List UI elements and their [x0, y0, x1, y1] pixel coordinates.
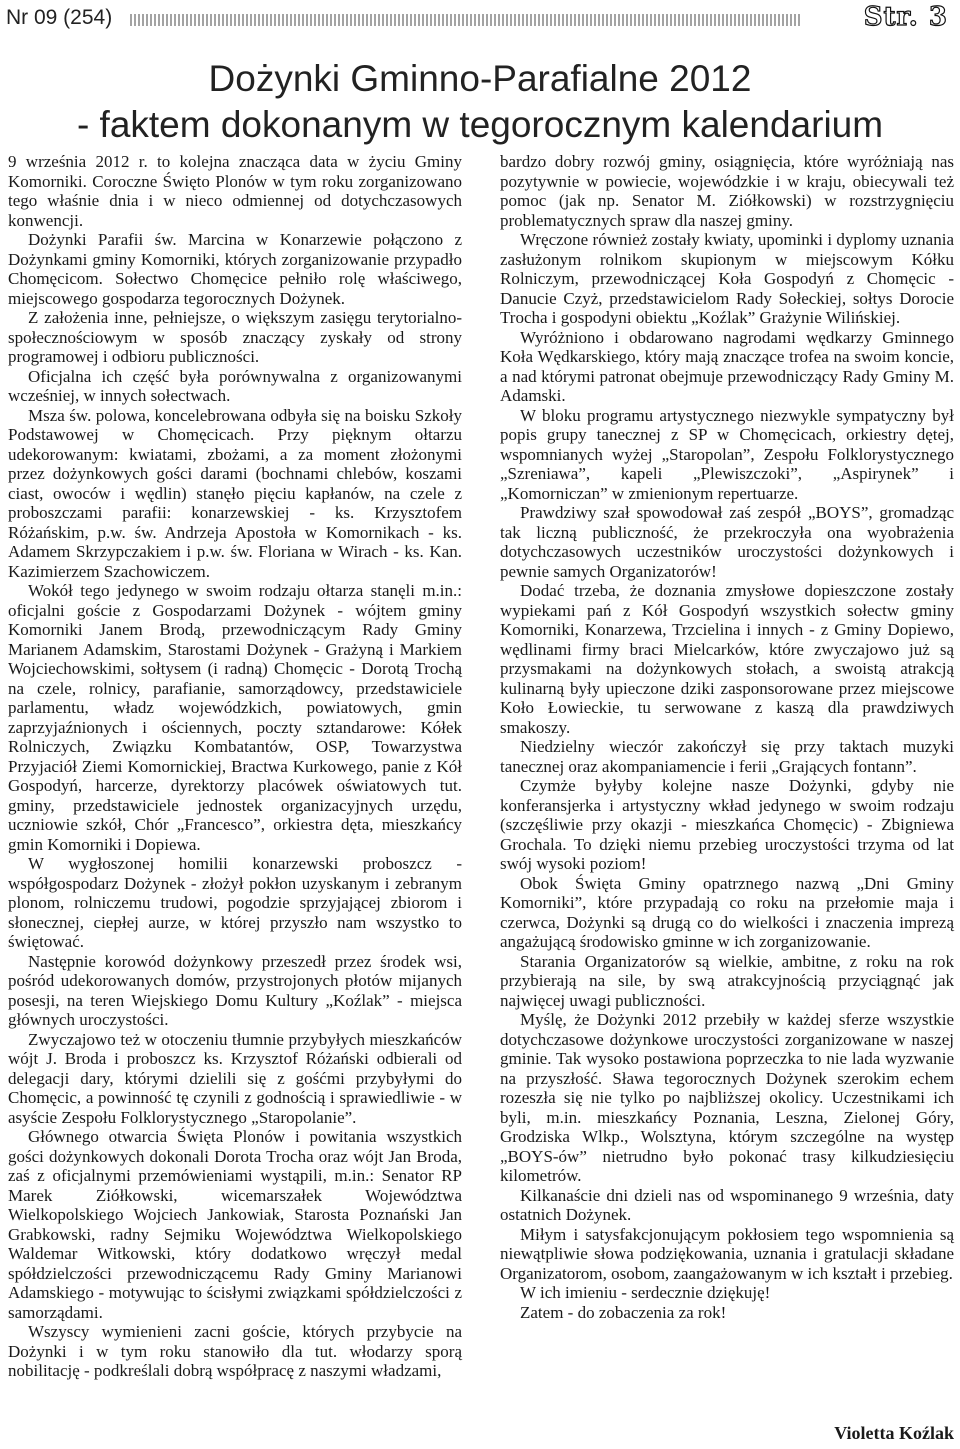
paragraph: W wygłoszonej homilii konarzewski proboszcz - współgospodarz Dożynek - złożył pokłon uzyskanym i zebranym plonom, rolniczemu trudowi, pogodzie sprzyjającej zbiorom i słonecznej, ciepłej aurze, w której przyszło nam wszystko to świętować. [8, 854, 462, 951]
author-signature: Violetta Koźlak [834, 1423, 954, 1443]
paragraph: Myślę, że Dożynki 2012 przebiły w każdej sferze wszystkie dotychczasowe dożynkowe uroczystości zorganizowane w naszej gminie. Tak wysoko postawiona poprzeczka to nie lada wyzwanie na przyszłość. Sława tegorocznych Dożynek szerokim echem rozeszła się nie tylko po najbliższej okolicy. Uczestnikami ich byli, m.in. mieszkańcy Poznania, Leszna, Zielonej Góry, Grodziska Wlkp., Wolsztyna, którym szczególne na występ „BOYS-ów” nietrudno było pokonać trasy kilkudziesięciu kilometrów. [500, 1010, 954, 1185]
paragraph: Czymże byłyby kolejne nasze Dożynki, gdyby nie konferansjerka i artystyczny wkład jedynego w swoim rodzaju (szczęśliwie przy okazji - mieszkańca Chomęcic) - Zbigniewa Grochala. To dzięki niemu przebieg uroczystości trzyma od lat swój wysoki poziom! [500, 776, 954, 873]
title-line-2: - faktem dokonanym w tegorocznym kalendarium [76, 104, 884, 145]
paragraph: W bloku programu artystycznego niezwykle sympatyczny był popis grupy tanecznej z SP w Chomęcicach, orkiestry dętej, wspomnianych wyżej „Staropolan”, Zespołu Folklorystycznego „Szreniawa”, kapeli „Plewiszczoki”, „Aspirynek” i „Komorniczan” w zmienionym repertuarze. [500, 405, 954, 503]
paragraph: Wyróżniono i obdarowano nagrodami wędkarzy Gminnego Koła Wędkarskiego, który mają znaczące trofea na swoim koncie, a nad którymi patronat obejmuje przewodniczący Rady Gminy M. Adamski. [500, 327, 954, 405]
paragraph: Głównego otwarcia Święta Plonów i powitania wszystkich gości dożynkowych dokonali Dorota Trocha oraz wójt Jan Broda, zaś z oficjalnymi przemówieniami wystąpili, m.in.: Senator RP Marek Ziółkowski, wicemarszałek Województwa Wielkopolskiego Wojciech Jankowiak, Starosta Poznański Jan Grabkowski, radny Sejmiku Województwa Wielkopolskiego Waldemar Witkowski, który dodatkowo wręczył medal spółdzielczości przewodniczącemu Rady Gminy Marianowi Adamskiego - motywując to ścisłymi związkami spółdzielczości z samorządami. [8, 1127, 462, 1322]
page-header [0, 0, 960, 40]
paragraph: Dodać trzeba, że doznania zmysłowe dopieszczone zostały wypiekami pań z Kół Gospodyń wszystkich sołectw gminy Komorniki, Konarzewa, Trzcielina i innych - z Gminy Dopiewo, wędlinami firmy braci Mielcarków, które zwyczajowo już są przysmakami na dożynkowych stołach, a swoistą atrakcją kulinarną były upieczone dziki zasponsorowane przez miejscowe Koło Łowieckie, tu serwowane z kaszą dla prawdziwych smakoszy. [500, 581, 954, 737]
paragraph: Dożynki Parafii św. Marcina w Konarzewie połączono z Dożynkami gminy Komorniki, których zorganizowanie przypadło Chomęcicom. Sołectwo Chomęcice pełniło rolę właściwego, miejscowego gospodarza tegorocznych Dożynek. [8, 230, 462, 308]
paragraph: Niedzielny wieczór zakończył się przy taktach muzyki tanecznej oraz akompaniamencie i ferii „Grających fontann”. [500, 737, 954, 776]
right-column [500, 152, 954, 1322]
issue-number: Nr 09 (254) [6, 6, 113, 29]
paragraph: Wszyscy wymienieni zacni goście, których przybycie na Dożynki i w tym roku stanowiło dla tut. włodarzy sporą nobilitację - podkreślali dobrą współpracę z naszymi władzami, [8, 1322, 462, 1380]
paragraph: Wręczone również zostały kwiaty, upominki i dyplomy uznania zasłużonym rolnikom skupionym w miejscowym Kółku Rolniczym, przewodniczącej Koła Gospodyń z Chomęcic - Danucie Czyż, przedstawicielom Rady Sołeckiej, sołtys Dorocie Trocha i gospodyni obiektu „Koźlak” Grażynie Wilińskiej. [500, 230, 954, 327]
title-line-1: Dożynki Gminno-Parafialne 2012 [208, 58, 752, 99]
header-rule [130, 14, 800, 26]
paragraph: W ich imieniu - serdecznie dziękuję! [520, 1283, 771, 1302]
paragraph: Wokół tego jedynego w swoim rodzaju ołtarza stanęli m.in.: oficjalni goście z Gospodarzami Dożynek - wójtem gminy Komorniki Janem Brodą, przewodniczącym Rady Gminy Marianem Adamskim, Starostami Dożynek - Grażyną i Markiem Wojciechowskimi, sołtysem (i radną) Chomęcic - Dorotą Trochą na czele, rolnicy, parafianie, samorządowcy, przedstawiciele parlamentu, władz wojewódzkich, powiatowych, gmin zaprzyjaźnionych i ościennych, poczty sztandarowe: Kółek Rolniczych, Związku Kombatantów, OSP, Towarzystwa Przyjaciół Ziemi Komornickiej, Bractwa Kurkowego, panie z Kół Gospodyń, harcerze, dyrektorzy placówek oświatowych tut. gminy, przedstawiciele jednostek organizacyjnych urzędu, uczniowie szkół, Chór „Francesco”, orkiestra dęta, mieszkańcy gmin Komorniki i Dopiewa. [8, 581, 462, 854]
left-column [8, 152, 462, 1381]
paragraph: Starania Organizatorów są wielkie, ambitne, z roku na rok przybierają na sile, by swą atrakcyjnością przyciągnąć jak najwięcej uwagi publiczności. [500, 951, 954, 1010]
paragraph: bardzo dobry rozwój gminy, osiągnięcia, które wyróżniają nas pozytywnie w powiecie, wojewódzkie i w kraju, obiecywali też pomoc (jak np. Senator M. Ziółkowski) w rozstrzygnięciu problematycznych spraw dla naszej gminy. [500, 152, 954, 230]
paragraph: Następnie korowód dożynkowy przeszedł przez środek wsi, pośród udekorowanych domów, przystrojonych płotów mijanych posesji, na teren Wiejskiego Domu Kultury „Koźlak” - miejsca głównych uroczystości. [8, 951, 462, 1029]
paragraph: Kilkanaście dni dzieli nas od wspominanego 9 września, daty ostatnich Dożynek. [500, 1185, 954, 1224]
paragraph: Zwyczajowo też w otoczeniu tłumnie przybyłych mieszkańców wójt J. Broda i proboszcz ks. Krzysztof Różański odbierali od delegacji dary, którymi dzielili się z gośćmi przybyłymi do Chomęcic, a powinność tę czynili z godnością i sprawiedliwie - w asyście Zespołu Folklorystycznego „Staropolanie”. [8, 1029, 462, 1127]
paragraph: Obok Święta Gminy opatrznego nazwą „Dni Gminy Komorniki”, które przypadają co roku na przełomie maja i czerwca, Dożynki są drugą co do wielkości i znaczenia imprezą angażującą środowisko gminne w ich zorganizowanie. [500, 873, 954, 951]
paragraph: Oficjalna ich część była porównywalna z organizowanymi wcześniej, w innych sołectwach. [8, 366, 462, 405]
paragraph: Msza św. polowa, koncelebrowana odbyła się na boisku Szkoły Podstawowej w Chomęcicach. Przy pięknym ołtarzu udekorowanym: kwiatami, zbożami, a za moment złożonymi przez dożynkowych gości darami (bochnami chlebów, koszami ciast, owoców i wędlin) stanęło pięciu kapłanów, na czele z proboszczami parafii: konarzewskiej - ks. Krzysztofem Różańskim, p.w. św. Andrzeja Apostoła w Komornikach - ks. Adamem Skrzypczakiem i p.w. św. Floriana w Wirach - ks. Kan. Kazimierzem Szachowiczem. [8, 405, 462, 581]
paragraph: Miłym i satysfakcjonującym pokłosiem tego wspomnienia są niewątpliwie słowa podziękowania, uznania i gratulacji składane Organizatorom, osobom, zaangażowanym w ich kształt i przebieg. [500, 1224, 954, 1283]
paragraph: 9 września 2012 r. to kolejna znacząca data w życiu Gminy Komorniki. Coroczne Święto Plonów w tym roku zorganizowano tego właśnie dnia i w nieco odmiennej od dotychczasowych konwencji. [8, 152, 462, 230]
article-title [0, 56, 960, 148]
paragraph: Zatem - do zobaczenia za rok! [520, 1302, 727, 1322]
paragraph: Z założenia inne, pełniejsze, o większym zasięgu terytorialno-społecznościowym w sposób znaczący zyskały od strony programowej i odbioru publiczności. [8, 308, 462, 366]
paragraph: Prawdziwy szał spowodował zaś zespół „BOYS”, gromadząc tak liczną publiczność, że przekroczyła ona wyobrażenia dotychczasowych uczestników uroczystości dożynkowych i pewnie samych Organizatorów! [500, 503, 954, 581]
page-number: Str. 3 [863, 2, 948, 32]
